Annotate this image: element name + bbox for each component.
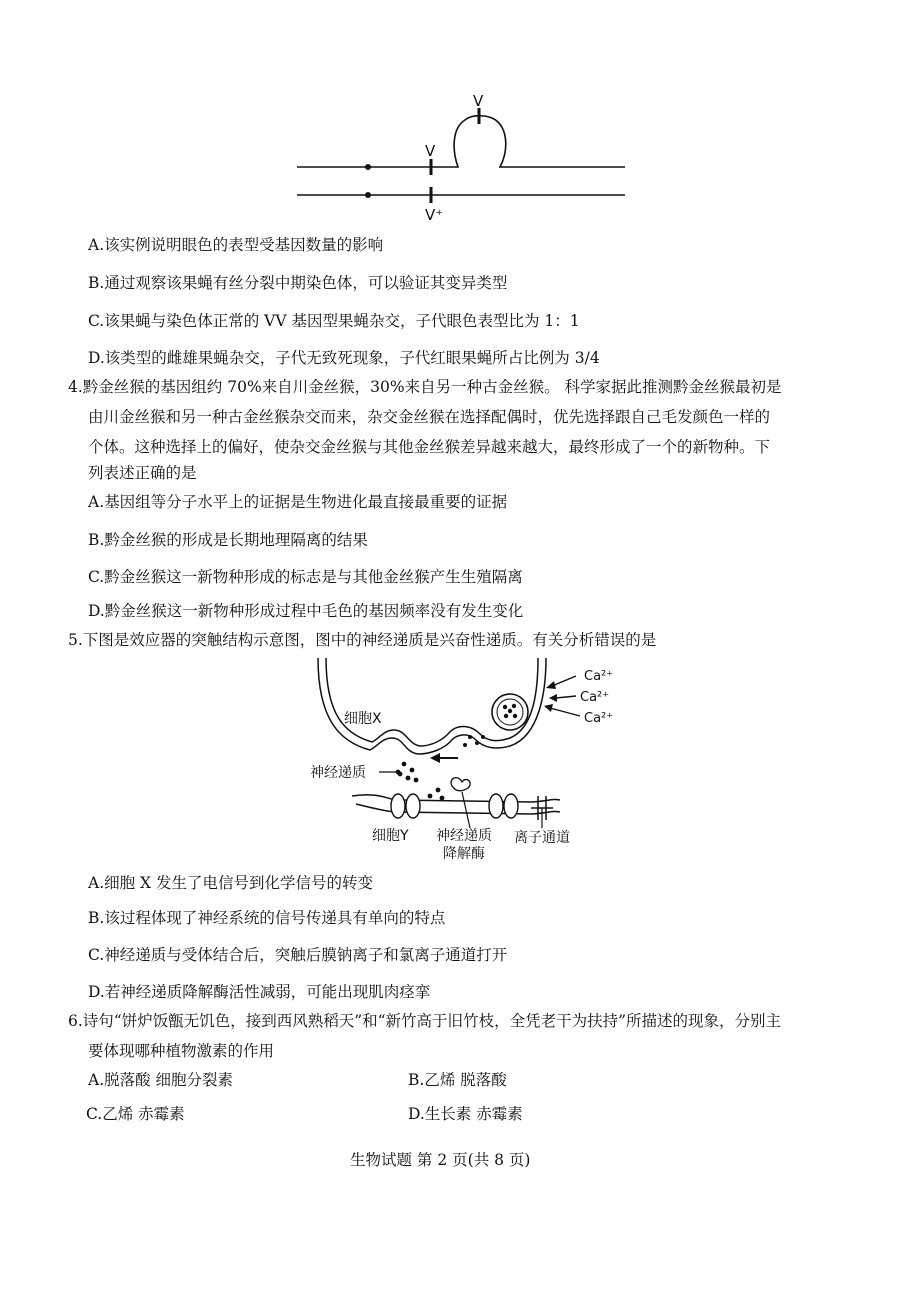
label-neurotransmitter: 神经递质 <box>310 765 366 781</box>
q6-option-d: D.生长素 赤霉素 <box>408 1105 523 1123</box>
q3-option-b: B.通过观察该果蝇有丝分裂中期染色体，可以验证其变异类型 <box>88 274 508 292</box>
q4-option-d: D.黔金丝猴这一新物种形成过程中毛色的基因频率没有发生变化 <box>88 602 524 620</box>
centromere-dot-lower <box>365 192 371 198</box>
q4-option-b: B.黔金丝猴的形成是长期地理隔离的结果 <box>88 531 368 549</box>
q5-option-d: D.若神经递质降解酶活性减弱，可能出现肌肉痉挛 <box>88 983 431 1001</box>
upper-chromosome-line <box>297 116 625 167</box>
q3-option-a: A.该实例说明眼色的表型受基因数量的影响 <box>88 236 384 254</box>
label-ion-channel: 离子通道 <box>514 830 570 846</box>
q5-option-a: A.细胞 X 发生了电信号到化学信号的转变 <box>88 874 374 892</box>
q4-option-c: C.黔金丝猴这一新物种形成的标志是与其他金丝猴产生生殖隔离 <box>88 568 523 586</box>
q5-stem: 5.下图是效应器的突触结构示意图，图中的神经递质是兴奋性递质。有关分析错误的是 <box>68 631 657 649</box>
q4-stem-line-3: 个体。这种选择上的偏好，使杂交金丝猴与其他金丝猴差异越来越大，最终形成了一个的新物种。下 <box>88 438 771 456</box>
q4-stem-line-1: 4.黔金丝猴的基因组约 70%来自川金丝猴，30%来自另一种古金丝猴。 科学家据此推测黔金丝猴最初是 <box>68 378 782 396</box>
label-cell-x: 细胞X <box>344 711 382 727</box>
postsynaptic-membrane-bottom <box>356 804 560 814</box>
label-v-plus: V⁺ <box>425 206 444 224</box>
label-ca-3: Ca²⁺ <box>584 711 614 726</box>
q6-option-b: B.乙烯 脱落酸 <box>408 1071 507 1089</box>
synapse-figure <box>0 650 920 870</box>
postsynaptic-membrane-top <box>352 795 560 802</box>
presynaptic-membrane-outer <box>318 658 546 754</box>
q5-option-b: B.该过程体现了神经系统的信号传递具有单向的特点 <box>88 909 446 927</box>
label-cell-y: 细胞Y <box>372 828 409 844</box>
q4-stem-line-4: 列表述正确的是 <box>88 464 197 482</box>
label-enzyme-line-1: 神经递质 <box>436 828 492 844</box>
q6-stem-line-1: 6.诗句“饼炉饭甑无饥色，接到西风熟稻天”和“新竹高于旧竹枝，全凭老干为扶持”所描述的现象，分别主 <box>68 1012 781 1030</box>
label-ca-1: Ca²⁺ <box>584 669 614 684</box>
q4-option-a: A.基因组等分子水平上的证据是生物进化最直接最重要的证据 <box>88 493 508 511</box>
label-enzyme-line-2: 降解酶 <box>443 846 485 862</box>
label-v-top: V <box>473 92 484 110</box>
q6-stem-line-2: 要体现哪种植物激素的作用 <box>88 1042 275 1060</box>
label-v-mid: V <box>425 142 436 160</box>
q4-stem-line-2: 由川金丝猴和另一种古金丝猴杂交而来，杂交金丝猴在选择配偶时，优先选择跟自己毛发颜色一样的 <box>88 408 771 426</box>
q3-option-d: D.该类型的雌雄果蝇杂交，子代无致死现象，子代红眼果蝇所占比例为 3/4 <box>88 349 600 367</box>
q5-option-c: C.神经递质与受体结合后，突触后膜钠离子和氯离子通道打开 <box>88 946 508 964</box>
presynaptic-membrane-inner <box>326 658 538 746</box>
q6-option-a: A.脱落酸 细胞分裂素 <box>88 1071 234 1089</box>
q3-option-c: C.该果蝇与染色体正常的 VV 基因型果蝇杂交，子代眼色表型比为 1：1 <box>88 312 580 330</box>
page-footer: 生物试题 第 2 页(共 8 页) <box>350 1151 531 1169</box>
centromere-dot-upper <box>365 164 371 170</box>
chromosome-figure <box>0 0 920 240</box>
q6-option-c: C.乙烯 赤霉素 <box>86 1105 185 1123</box>
label-ca-2: Ca²⁺ <box>580 690 610 705</box>
